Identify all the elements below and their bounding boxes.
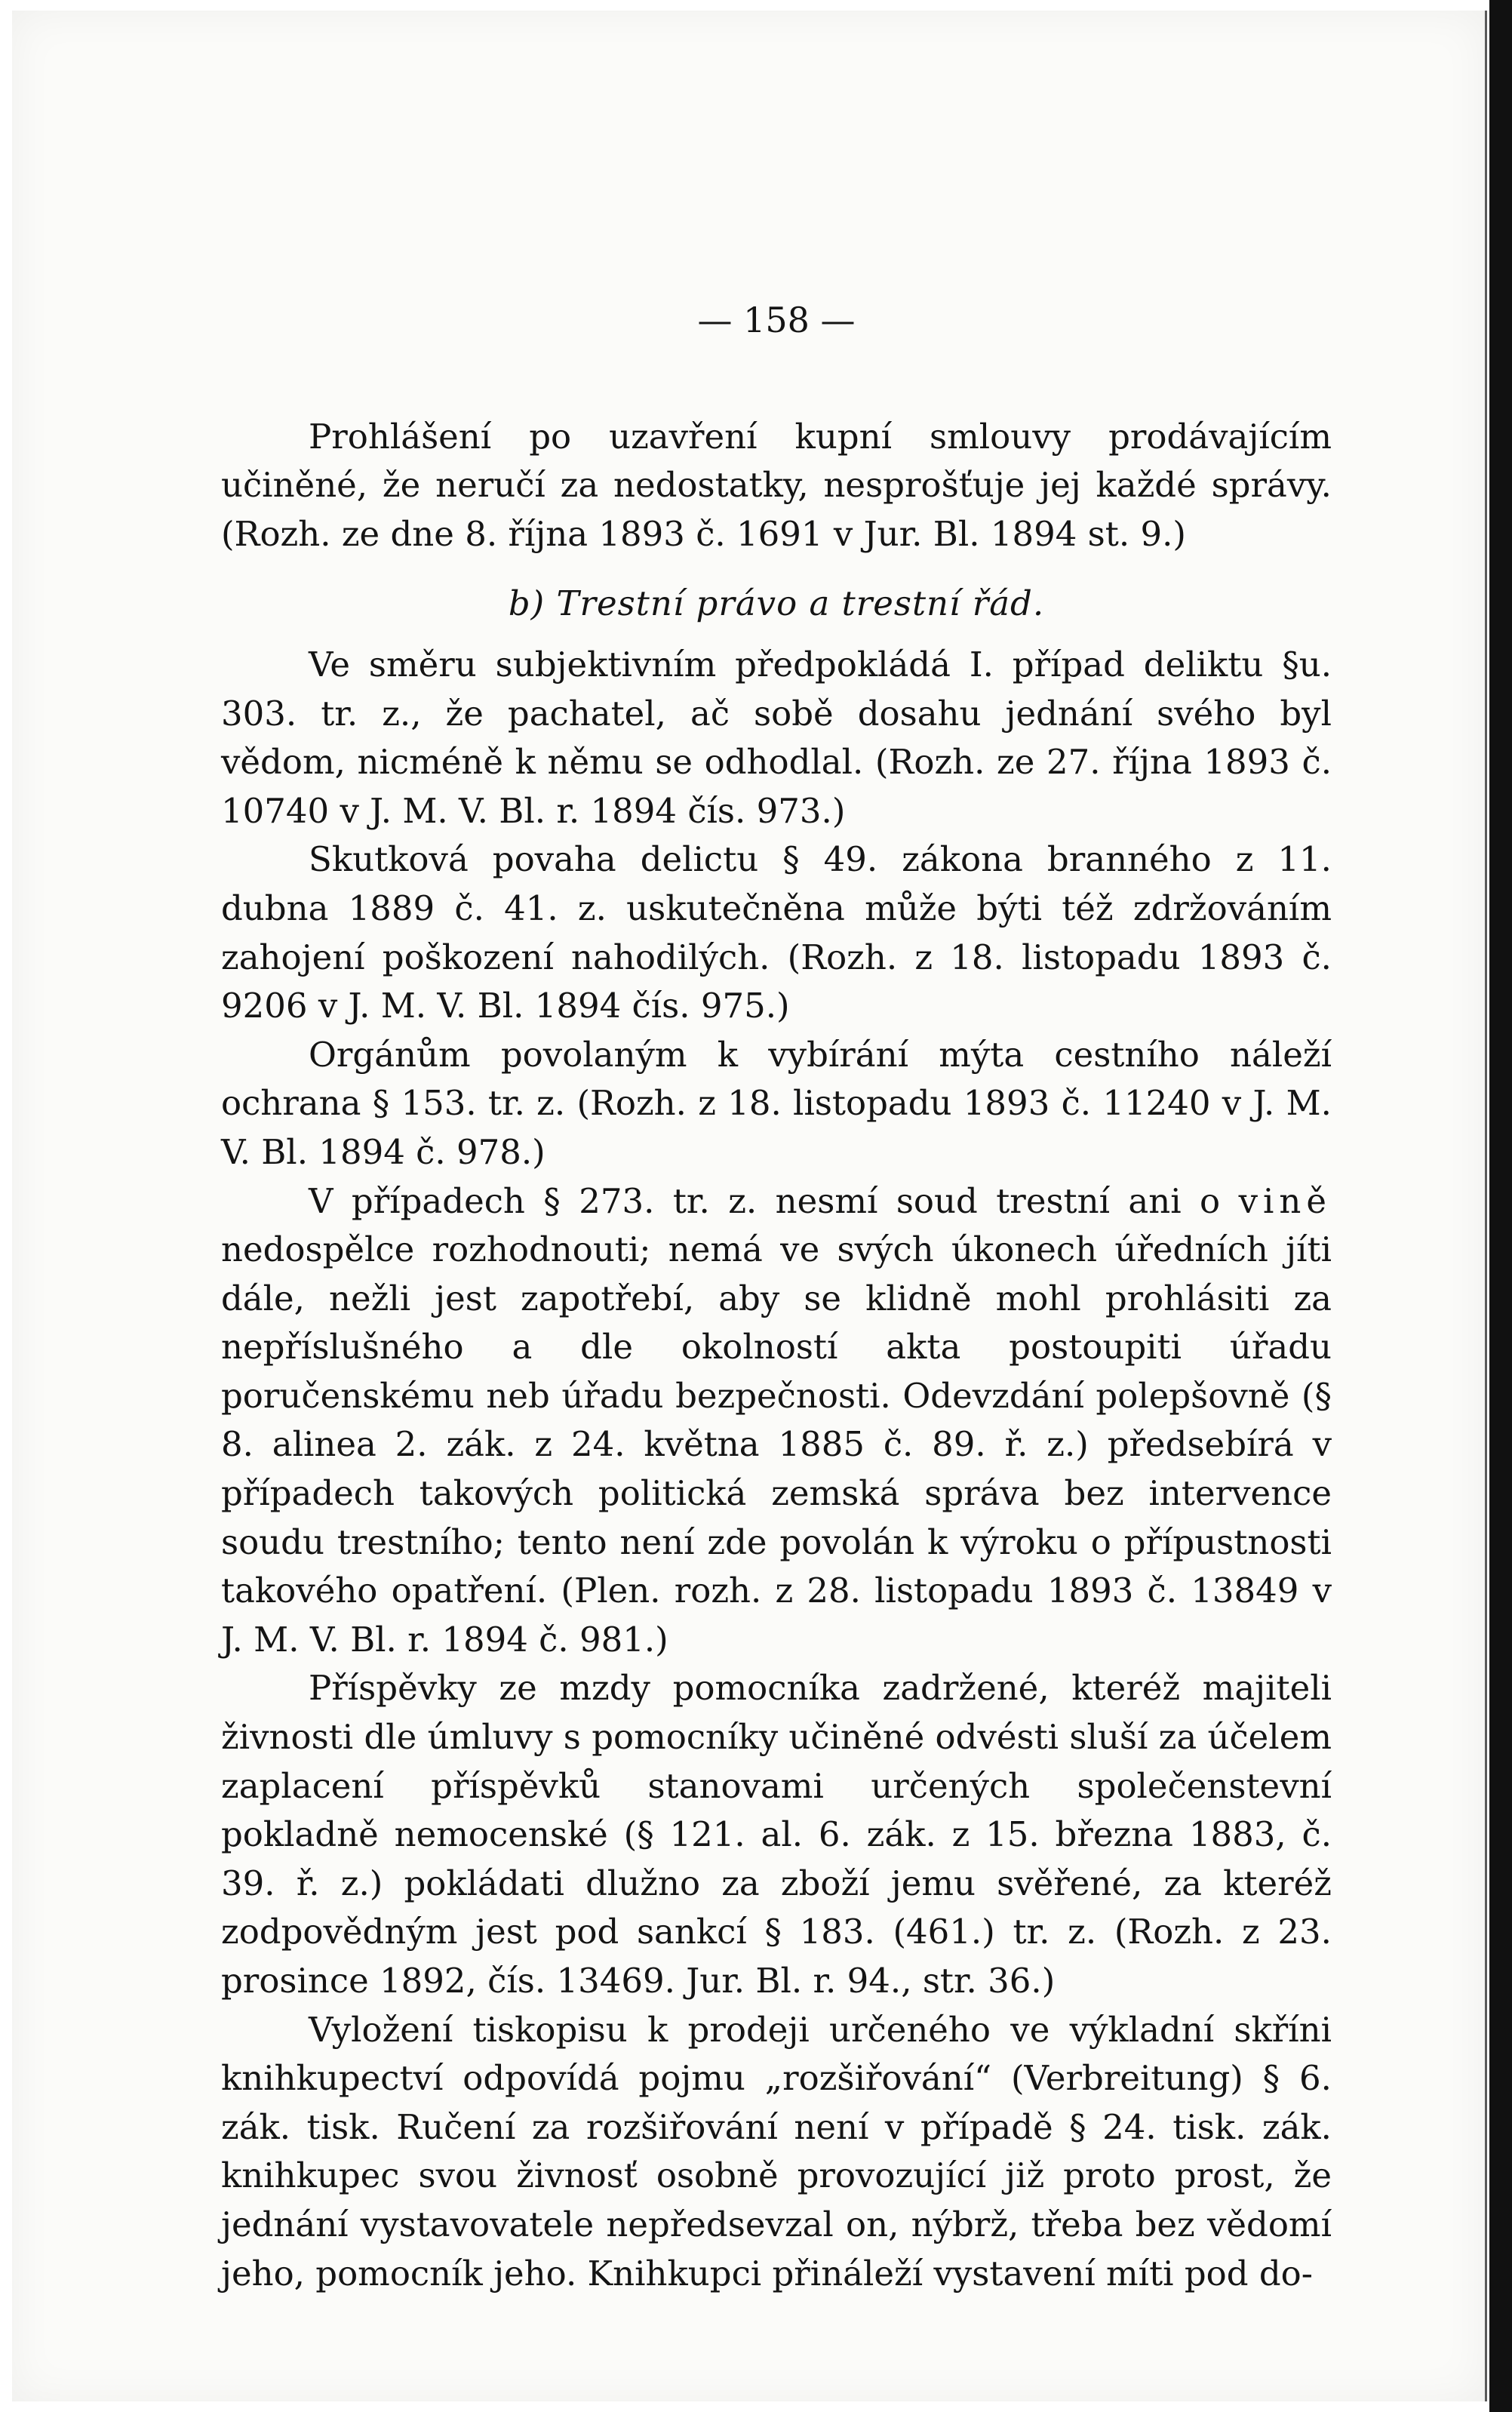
paragraph-military-law: Skutková povaha delictu § 49. zákona branného z 11. dubna 1889 č. 41. z. uskutečněna může býti též zdržováním zahojení poškození nahodilých. (Rozh. z 18. listopadu 1893 č. 9206 v J. M. V. Bl. 1894 čís. 975.) — [221, 839, 1332, 1026]
paragraph-subjective-direction: Ve směru subjektivním předpokládá I. případ deliktu §u. 303. tr. z., že pachatel, ač sobě dosahu jednání svého byl vědom, nicméně k němu se odhodlal. (Rozh. ze 27. října 1893 č. 10740 v J. M. V. Bl. r. 1894 čís. 973.) — [221, 644, 1332, 831]
paragraph-juvenile-rest: nedospělce rozhodnouti; nemá ve svých úkonech úředních jíti dále, nežli jest zapotřebí, aby se klidně mohl prohlásiti za nepříslušného a dle okolností akta postoupiti úřadu poručenskému neb úřadu bezpečnosti. Odevzdání polepšovně (§ 8. alinea 2. zák. z 24. května 1885 č. 89. ř. z.) předsebírá v případech takových politická zemská správa bez intervence soudu trestního; tento není zde povolán k výroku o přípustnosti takového opatření. (Plen. rozh. z 28. listopadu 1893 č. 13849 v J. M. V. Bl. r. 1894 č. 981.) — [221, 1229, 1332, 1660]
paragraph-toll-officers: Orgánům povolaným k vybírání mýta cestního náleží ochrana § 153. tr. z. (Rozh. z 18. listopadu 1893 č. 11240 v J. M. V. Bl. 1894 č. 978.) — [221, 1034, 1332, 1172]
paragraph-bookseller-display: Vyložení tiskopisu k prodeji určeného ve výkladní skříni knihkupectví odpovídá pojmu „rozšiřování“ (Verbreitung) § 6. zák. tisk. Ručení za rozšiřování není v případě § 24. tisk. zák. knihkupec svou živnosť osobně provozující již proto prost, že jednání vystavovatele nepředsevzal on, nýbrž, třeba bez vědomí jeho, pomocník jeho. Knihkupci přináleží vystavení míti pod do- — [221, 2009, 1332, 2294]
paragraph-juvenile-start: V případech § 273. tr. z. nesmí soud trestní ani o — [309, 1180, 1239, 1221]
page-number: — 158 — — [697, 300, 856, 340]
spaced-word-vine: vině — [1238, 1180, 1332, 1221]
paragraph-wage-contributions: Příspěvky ze mzdy pomocníka zadržené, kteréž majiteli živnosti dle úmluvy s pomocníky učiněné odvésti sluší za účelem zaplacení příspěvků stanovami určených společenstevní pokladně nemocenské (§ 121. al. 6. zák. z 15. března 1883, č. 39. ř. z.) pokládati dlužno za zboží jemu svěřené, za kteréž zodpovědným jest pod sankcí § 183. (461.) tr. z. (Rozh. z 23. prosince 1892, čís. 13469. Jur. Bl. r. 94., str. 36.) — [221, 1668, 1332, 2001]
scan-edge — [1489, 0, 1512, 2412]
page-content — [221, 296, 1332, 2298]
section-heading: b) Trestní právo a trestní řád. — [508, 583, 1045, 624]
paragraph-purchase-declaration: Prohlášení po uzavření kupní smlouvy prodávajícím učiněné, že neručí za nedostatky, nesprošťuje jej každé správy. (Rozh. ze dne 8. října 1893 č. 1691 v Jur. Bl. 1894 st. 9.) — [221, 416, 1332, 554]
paragraph-juvenile-cases — [221, 1177, 1332, 1665]
